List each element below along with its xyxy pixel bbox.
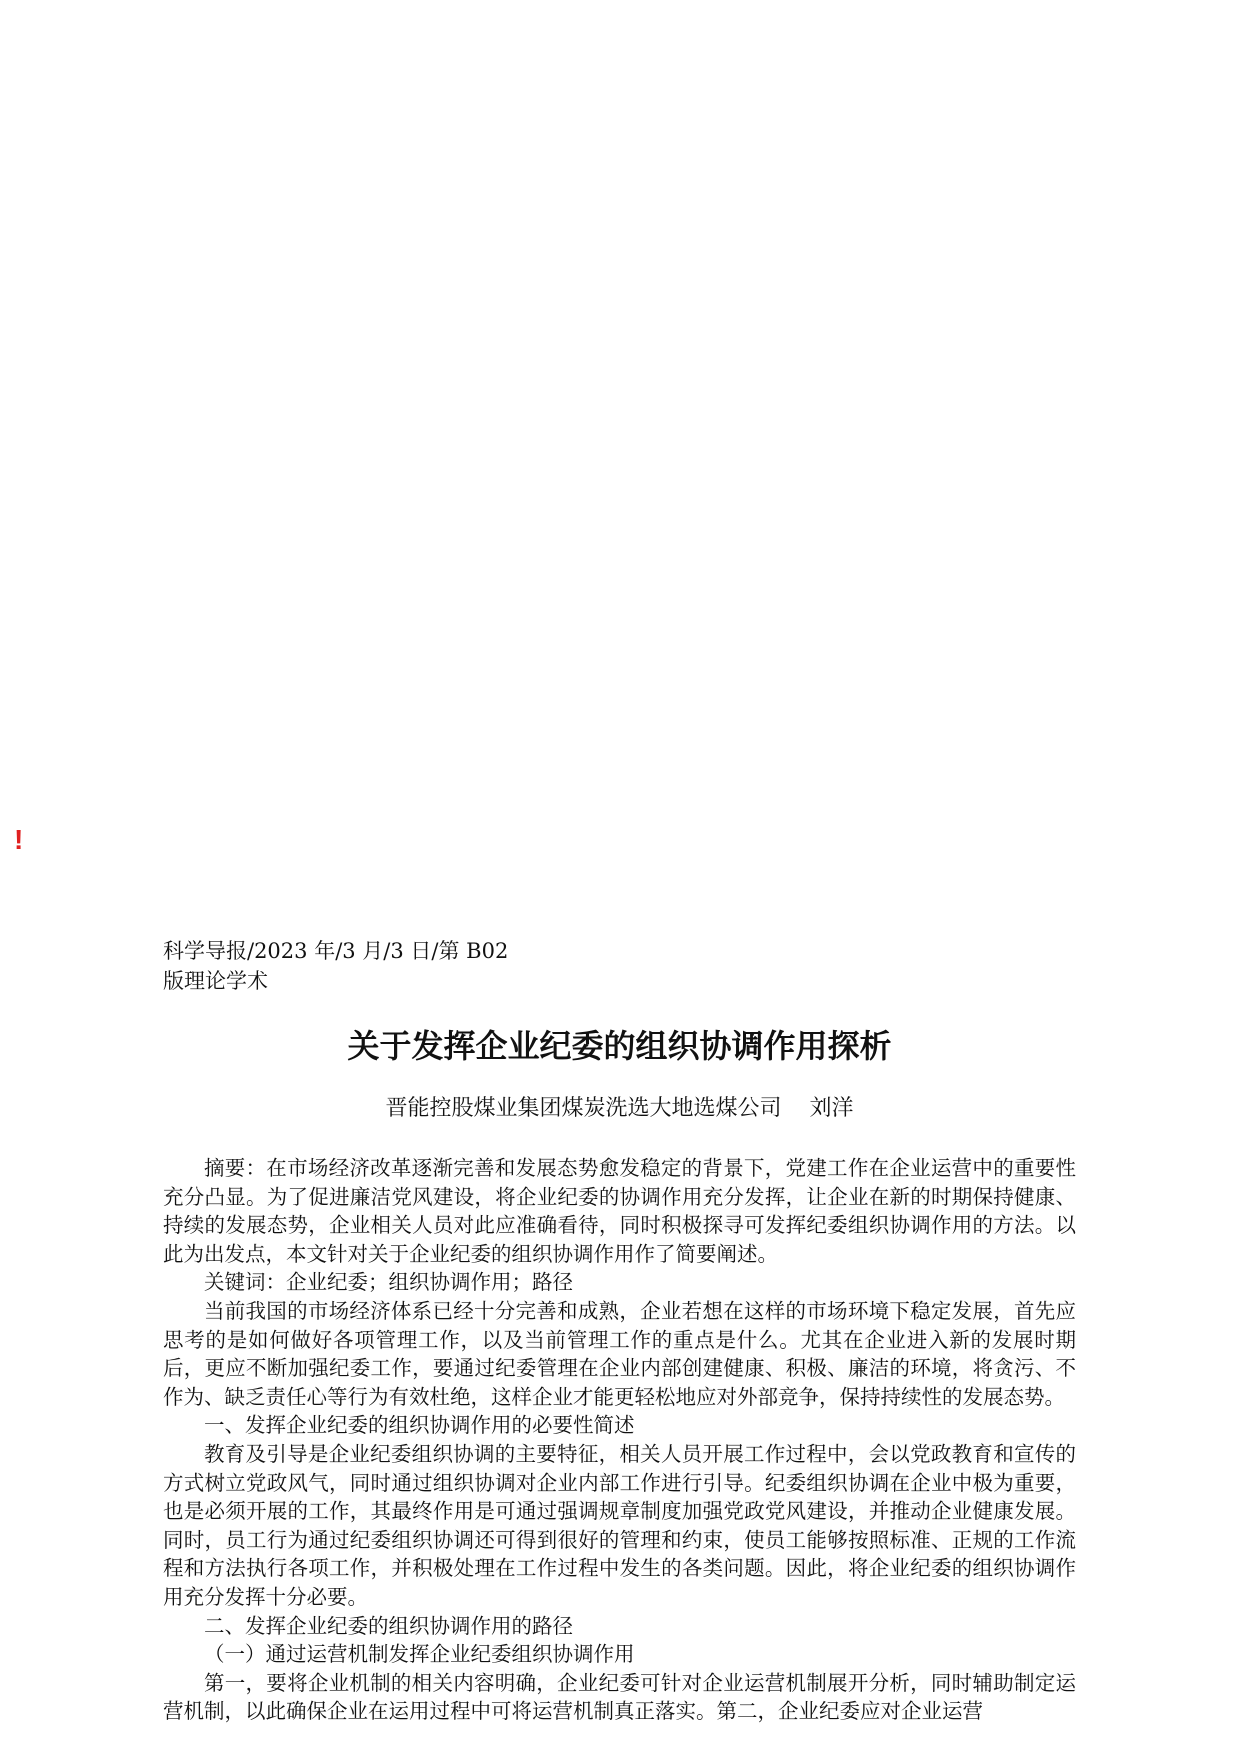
section-heading-1: 一、发挥企业纪委的组织协调作用的必要性简述 <box>204 1413 635 1438</box>
section-line: 版理论学术 <box>163 969 268 993</box>
article-title: 关于发挥企业纪委的组织协调作用探析 <box>347 1027 892 1065</box>
red-exclamation-mark: ! <box>14 824 24 855</box>
subsection-1-paragraph: 第一，要将企业机制的相关内容明确，企业纪委可针对企业运营机制展开分析，同时辅助制定运营机制，以此确保企业在运用过程中可将运营机制真正落实。第二，企业纪委应对企业运营 <box>163 1670 1076 1724</box>
subsection-heading-1: （一）通过运营机制发挥企业纪委组织协调作用 <box>204 1642 635 1667</box>
publication-header <box>163 936 763 996</box>
author-name: 刘洋 <box>809 1096 854 1121</box>
article-body <box>163 1154 1076 1726</box>
section-1-paragraph: 教育及引导是企业纪委组织协调的主要特征，相关人员开展工作过程中，会以党政教育和宣传的方式树立党政风气，同时通过组织协调对企业内部工作进行引导。纪委组织协调在企业中极为重要，也是必须开展的工作，其最终作用是可通过强调规章制度加强党政党风建设，并推动企业健康发展。同时，员工行为通过纪委组织协调还可得到很好的管理和约束，使员工能够按照标准、正规的工作流程和方法执行各项工作，并积极处理在工作过程中发生的各类问题。因此，将企业纪委的组织协调作用充分发挥十分必要。 <box>163 1441 1076 1609</box>
intro-paragraph: 当前我国的市场经济体系已经十分完善和成熟，企业若想在这样的市场环境下稳定发展，首先应思考的是如何做好各项管理工作，以及当前管理工作的重点是什么。尤其在企业进入新的发展时期后，更应不断加强纪委工作，要通过纪委管理在企业内部创建健康、积极、廉洁的环境，将贪污、不作为、缺乏责任心等行为有效杜绝，这样企业才能更轻松地应对外部竞争，保持持续性的发展态势。 <box>163 1298 1076 1409</box>
author-affiliation: 晋能控股煤业集团煤炭洗选大地选煤公司 <box>385 1096 782 1121</box>
section-heading-2: 二、发挥企业纪委的组织协调作用的路径 <box>204 1613 573 1638</box>
source-line: 科学导报/2023 年/3 月/3 日/第 B02 <box>163 939 509 963</box>
author-line <box>163 1092 1076 1126</box>
abstract-paragraph: 摘要：在市场经济改革逐渐完善和发展态势愈发稳定的背景下，党建工作在企业运营中的重要性充分凸显。为了促进廉洁党风建设，将企业纪委的协调作用充分发挥，让企业在新的时期保持健康、持续的发展态势，企业相关人员对此应准确看待，同时积极探寻可发挥纪委组织协调作用的方法。以此为出发点，本文针对关于企业纪委的组织协调作用作了简要阐述。 <box>163 1156 1076 1266</box>
keywords-paragraph: 关键词：企业纪委；组织协调作用；路径 <box>204 1270 573 1295</box>
